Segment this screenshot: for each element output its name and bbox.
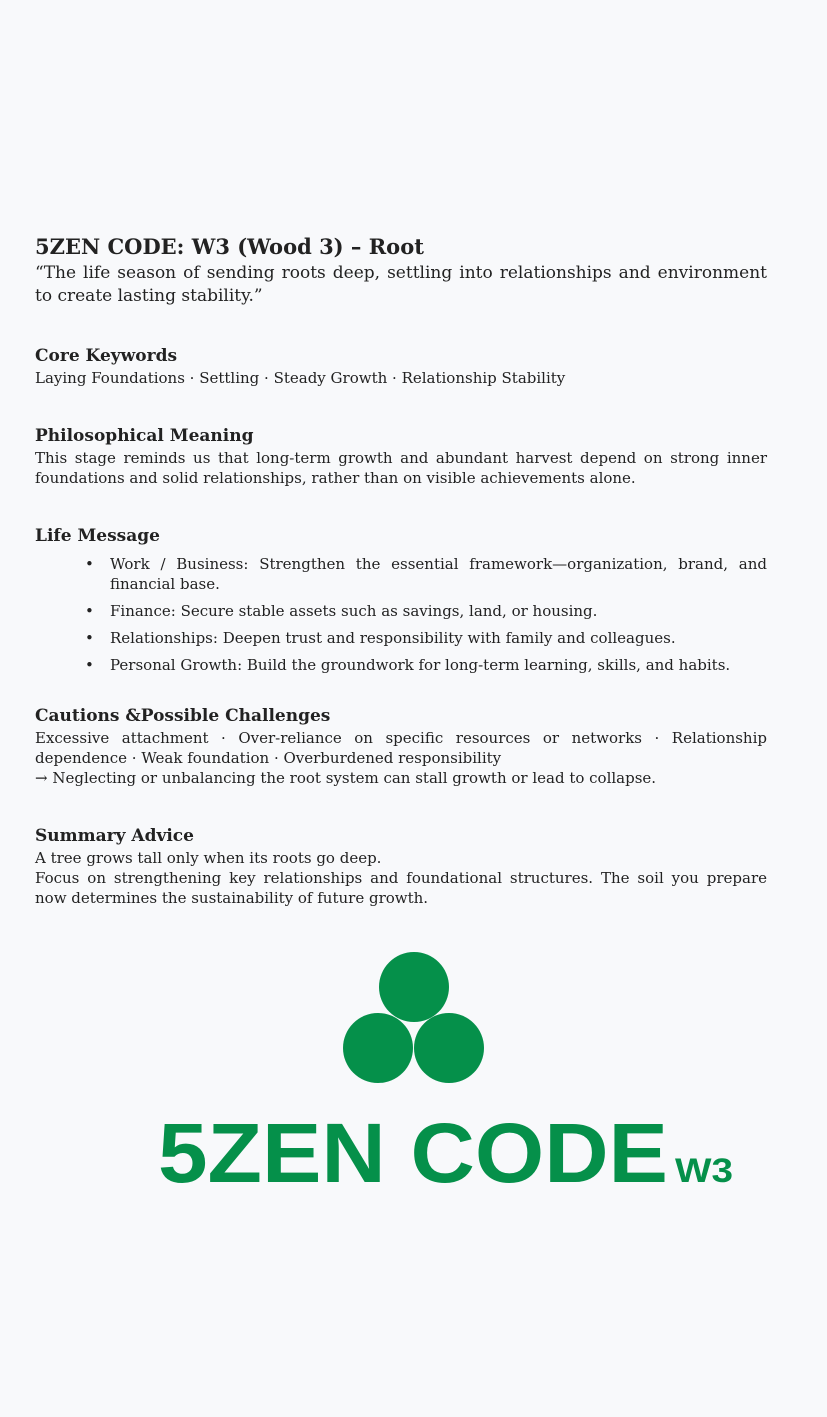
list-item-text: Work / Business: Strengthen the essential framework—organization, brand, and financial base. <box>110 555 767 593</box>
life-message-list <box>35 554 767 675</box>
page-title: 5ZEN CODE: W3 (Wood 3) – Root <box>35 234 424 259</box>
list-item <box>35 628 767 648</box>
logo-circle-top <box>379 952 449 1022</box>
intro-quote: “The life season of sending roots deep, settling into relationships and environment to create lasting stability.” <box>35 263 767 306</box>
logo-circle-right <box>414 1013 484 1083</box>
cautions-heading: Cautions &Possible Challenges <box>35 706 331 726</box>
bullet-icon: • <box>85 555 94 573</box>
list-item-text: Relationships: Deepen trust and responsibility with family and colleagues. <box>110 629 676 647</box>
list-item <box>35 601 767 621</box>
core-keywords-heading: Core Keywords <box>35 346 178 366</box>
logo-circle-left <box>343 1013 413 1083</box>
life-message-section <box>35 524 767 675</box>
bullet-icon: • <box>85 656 94 674</box>
list-item-text: Personal Growth: Build the groundwork for long-term learning, skills, and habits. <box>110 656 731 674</box>
document-body <box>35 232 767 908</box>
cautions-text: Excessive attachment · Over-reliance on specific resources or networks · Relationship dependence · Weak foundation · Overburdened responsibility <box>35 729 767 767</box>
core-keywords-text: Laying Foundations · Settling · Steady Growth · Relationship Stability <box>35 369 566 387</box>
list-item-text: Finance: Secure stable assets such as savings, land, or housing. <box>110 602 598 620</box>
cautions-section <box>35 704 767 788</box>
summary-advice-line2: Focus on strengthening key relationships and foundational structures. The soil you prepare now determines the sustainability of future growth. <box>35 869 767 907</box>
summary-advice-section <box>35 824 767 908</box>
three-circles-icon <box>343 952 484 1083</box>
bullet-icon: • <box>85 602 94 620</box>
logo-suffix: W3 <box>675 1152 733 1190</box>
logo-wordmark: 5ZEN CODE <box>158 1106 668 1198</box>
philosophical-meaning-section <box>35 424 767 488</box>
brand-logo <box>0 948 827 1198</box>
summary-advice-line1: A tree grows tall only when its roots go deep. <box>35 849 382 867</box>
life-message-heading: Life Message <box>35 526 160 546</box>
cautions-consequence: → Neglecting or unbalancing the root system can stall growth or lead to collapse. <box>35 769 657 787</box>
philosophical-meaning-heading: Philosophical Meaning <box>35 426 254 446</box>
bullet-icon: • <box>85 629 94 647</box>
list-item <box>35 655 767 675</box>
list-item <box>35 554 767 594</box>
core-keywords-section <box>35 344 767 388</box>
summary-advice-heading: Summary Advice <box>35 826 194 846</box>
philosophical-meaning-text: This stage reminds us that long-term growth and abundant harvest depend on strong inner foundations and solid relationships, rather than on visible achievements alone. <box>35 449 767 487</box>
